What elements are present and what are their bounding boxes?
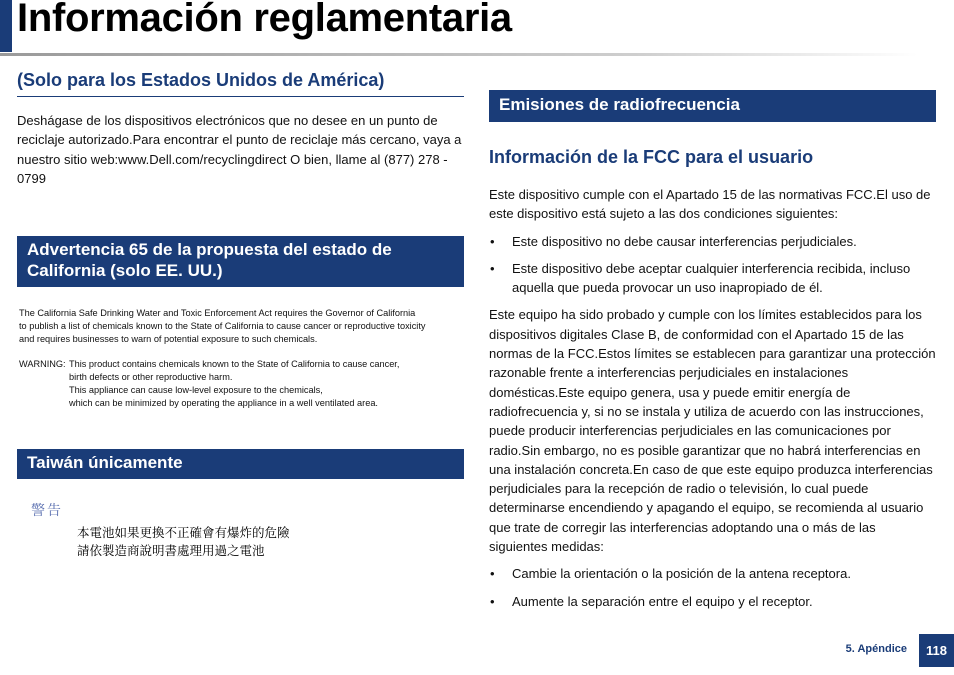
bullet: • xyxy=(490,593,495,609)
fcc-conditions-list xyxy=(489,232,936,298)
fcc-body: Este equipo ha sido probado y cumple con los límites establecidos para los dispositivos digitales Clase B, de conformidad con el Apartado 15 de las normas de la FCC.Estos límites se establecen para garantizar una protección razonable frente a interferencias perjudiciales en instalaciones domésticas.Este equipo genera, usa y puede emitir energía de radiofrecuencia y, si no se instala y utiliza de acuerdo con las instrucciones, puede producir interferencias perjudiciales en las comunicaciones por radio.Sin embargo, no es posible garantizar que no habrá interferencias en una instalación concreta.En caso de que este equipo produzca interferencias perjudiciales para la recepción de radio o televisión, lo cual puede determinarse encendiendo y apagando el equipo, se recomienda al usuario que trate de corregir las interferencias adoptando una o más de las siguientes medidas: xyxy=(489,307,936,555)
prop65-warning-label: WARNING: xyxy=(19,359,66,369)
taiwan-section xyxy=(17,449,464,560)
fcc-measures-list xyxy=(489,564,936,611)
taiwan-warning-line: 請依製造商說明書處理用過之電池 xyxy=(77,544,265,558)
fcc-heading: Información de la FCC para el usuario xyxy=(489,147,814,167)
list-item xyxy=(489,592,936,611)
header-divider xyxy=(0,53,918,56)
list-item xyxy=(489,564,936,583)
usa-recycling-text: Deshágase de los dispositivos electrónicos que no desee en un punto de reciclaje autorizado.Para encontrar el punto de reciclaje más cercano, vaya a nuestro sitio web:www.Dell.com/recyclingdirect O bien, llame al (877) 278 - 0799 xyxy=(17,113,462,186)
fcc-intro: Este dispositivo cumple con el Apartado 15 de las normativas FCC.El uso de este dispositivo está sujeto a las dos condiciones siguientes: xyxy=(489,187,931,222)
usa-heading-rule xyxy=(17,96,464,97)
list-item-text: Cambie la orientación o la posición de la antena receptora. xyxy=(512,566,851,582)
rf-emissions-heading: Emisiones de radiofrecuencia xyxy=(489,90,936,122)
prop65-notice-line: to publish a list of chemicals known to the State of California to cause cancer or reproductive toxicity xyxy=(19,321,426,331)
header-accent-bar xyxy=(0,0,12,52)
footer-section-label: 5. Apéndice xyxy=(845,643,907,655)
usa-heading: (Solo para los Estados Unidos de América) xyxy=(17,70,385,90)
list-item-text: Este dispositivo debe aceptar cualquier interferencia recibida, incluso aquella que pueda provocar un uso inapropiado de él. xyxy=(512,260,911,296)
bullet: • xyxy=(490,566,495,582)
usa-section xyxy=(17,70,464,188)
prop65-warning xyxy=(19,358,464,410)
page-number: 118 xyxy=(919,634,954,667)
taiwan-battery-warning xyxy=(77,524,464,560)
page-title: Información reglamentaria xyxy=(17,0,512,40)
right-column xyxy=(489,90,936,611)
taiwan-warning-title: 警告 xyxy=(31,502,63,518)
prop65-warning-body xyxy=(69,358,399,410)
prop65-warning-line: birth defects or other reproductive harm. xyxy=(69,372,233,382)
bullet: • xyxy=(490,233,495,249)
list-item-text: Este dispositivo no debe causar interferencias perjudiciales. xyxy=(512,233,857,249)
california-heading: Advertencia 65 de la propuesta del estado de California (solo EE. UU.) xyxy=(17,236,464,287)
prop65-notice-line: and requires businesses to warn of potential exposure to such chemicals. xyxy=(19,334,318,344)
taiwan-warning-line: 本電池如果更換不正確會有爆炸的危險 xyxy=(77,526,290,540)
prop65-notice-image xyxy=(19,307,464,410)
list-item-text: Aumente la separación entre el equipo y el receptor. xyxy=(512,593,813,609)
prop65-warning-line: This appliance can cause low-level exposure to the chemicals, xyxy=(69,385,323,395)
taiwan-heading: Taiwán únicamente xyxy=(17,449,464,479)
bullet: • xyxy=(490,260,495,276)
prop65-warning-line: This product contains chemicals known to the State of California to cause cancer, xyxy=(69,359,400,369)
prop65-warning-line: which can be minimized by operating the appliance in a well ventilated area. xyxy=(69,398,378,408)
list-item xyxy=(489,232,936,251)
prop65-notice-line: The California Safe Drinking Water and Toxic Enforcement Act requires the Governor of California xyxy=(19,308,416,318)
list-item xyxy=(489,259,936,298)
left-column xyxy=(17,70,464,558)
california-section xyxy=(17,236,464,410)
